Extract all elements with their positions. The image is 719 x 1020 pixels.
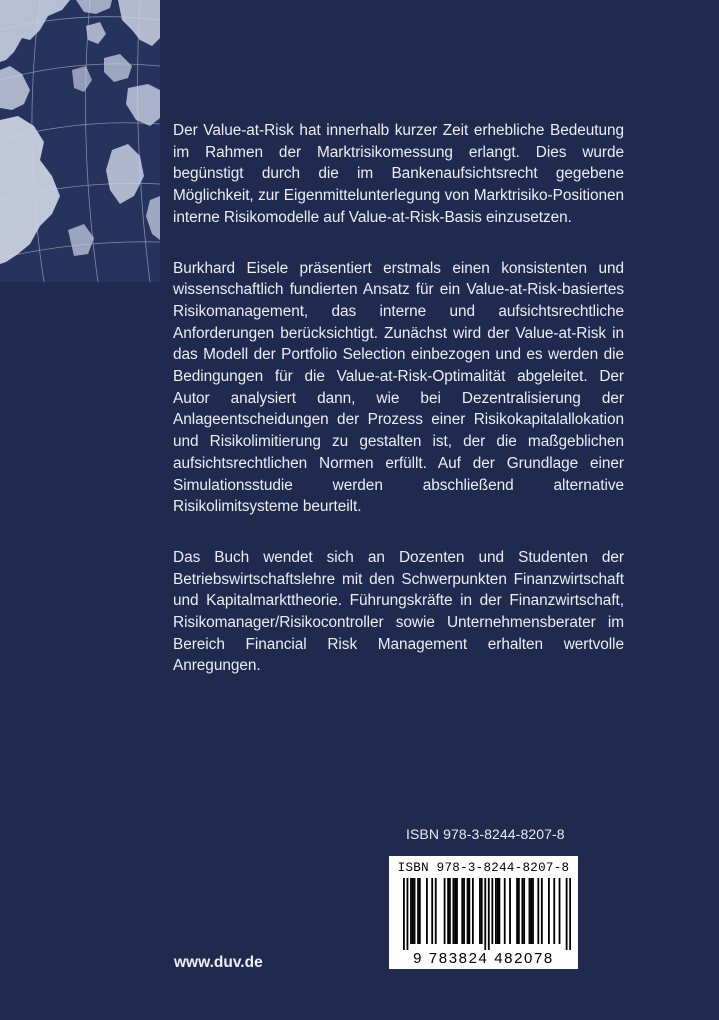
barcode-bar — [566, 878, 568, 950]
barcode-bar — [412, 878, 414, 944]
barcode-bar — [472, 878, 474, 944]
barcode-bar — [468, 878, 470, 944]
barcode-ean-digits: 9 783824 482078 — [413, 950, 554, 967]
barcode-bar — [553, 878, 555, 944]
cover-blurb — [173, 120, 624, 706]
barcode-bar — [463, 878, 465, 944]
barcode-bar — [497, 878, 499, 944]
barcode-bar — [447, 878, 449, 944]
barcode-bar — [569, 878, 571, 950]
barcode-bar — [410, 878, 412, 944]
barcode-bar — [537, 878, 539, 944]
barcode-bar — [449, 878, 451, 944]
barcode-bar — [495, 878, 497, 944]
barcode-bar — [504, 878, 506, 944]
barcode-isbn-caption: ISBN 978-3-8244-8207-8 — [397, 861, 570, 875]
globe-illustration — [0, 0, 160, 282]
barcode-bar — [559, 878, 561, 944]
barcode-bar — [488, 878, 490, 950]
barcode-bar — [518, 878, 520, 944]
blurb-paragraph-1: Der Value-at-Risk hat innerhalb kurzer Zeit erhebliche Bedeutung im Rahmen der Marktrisikomessung erlangt. Dies wurde begünstigt durch die im Bankenaufsichtsrecht gegebene Möglichkeit, zur Eigenmittelunterlegung von Marktrisiko-Positionen interne Risikomodelle auf Value-at-Risk-Basis einzusetzen. — [173, 122, 624, 226]
barcode-bar — [431, 878, 433, 944]
barcode-bar — [426, 878, 428, 944]
barcode-bar — [484, 878, 486, 950]
barcode-bar — [481, 878, 483, 944]
barcode-bar — [548, 878, 550, 944]
barcode-bar — [414, 878, 416, 944]
barcode-bar — [403, 878, 405, 950]
barcode-bar — [529, 878, 531, 944]
barcode-bar — [498, 878, 500, 944]
ean13-barcode-icon — [403, 878, 571, 950]
barcode-bar — [521, 878, 523, 944]
barcode-bar — [509, 878, 511, 944]
barcode-bar — [523, 878, 525, 944]
blurb-paragraph-2: Burkhard Eisele präsentiert erstmals einen konsistenten und wissenschaftlich fundierten Ansatz für ein Value-at-Risk-basiertes Risikomanagement, das interne und aufsichtsrechtliche Anforderungen berücksichtigt. Zunächst wird der Value-at-Risk in das Modell der Portfolio Selection einbezogen und es werden die Bedingungen für die Value-at-Risk-Optimalität abgeleitet. Der Autor analysiert dann, wie bei Dezentralisierung der Anlageentscheidungen der Prozess einer Risikokapitalallokation und Risikolimitierung zu gestalten ist, der die maßgeblichen aufsichtsrechtlichen Normen erfüllt. Auf der Grundlage einer Simulationsstudie werden abschließend alternative Risikolimitsysteme beurteilt. — [173, 259, 624, 516]
barcode-bar — [541, 878, 543, 944]
barcode-bar — [461, 878, 463, 944]
barcode-bar — [530, 878, 532, 944]
barcode-bar — [516, 878, 518, 944]
barcode-bar — [479, 878, 481, 944]
isbn-label: ISBN 978-3-8244-8207-8 — [406, 826, 565, 842]
barcode-bar — [532, 878, 534, 944]
publisher-url[interactable]: www.duv.de — [174, 954, 263, 971]
barcode-bar — [435, 878, 437, 944]
barcode-bar — [453, 878, 455, 944]
barcode-bar — [491, 878, 493, 944]
barcode — [389, 856, 578, 969]
barcode-bar — [456, 878, 458, 944]
barcode-bar — [407, 878, 409, 950]
barcode-bar — [419, 878, 421, 944]
barcode-bar — [444, 878, 446, 944]
blurb-paragraph-3: Das Buch wendet sich an Dozenten und Studenten der Betriebswirtschaftslehre mit den Schwerpunkten Finanzwirtschaft und Kapitalmarkttheorie. Führungskräfte in der Finanzwirtschaft, Risikomanager/Risikocontroller sowie Unternehmensberater im Bereich Financial Risk Management erhalten wertvolle Anregungen. — [173, 548, 624, 675]
barcode-bar — [417, 878, 419, 944]
barcode-bar — [454, 878, 456, 944]
barcode-bar — [467, 878, 469, 944]
